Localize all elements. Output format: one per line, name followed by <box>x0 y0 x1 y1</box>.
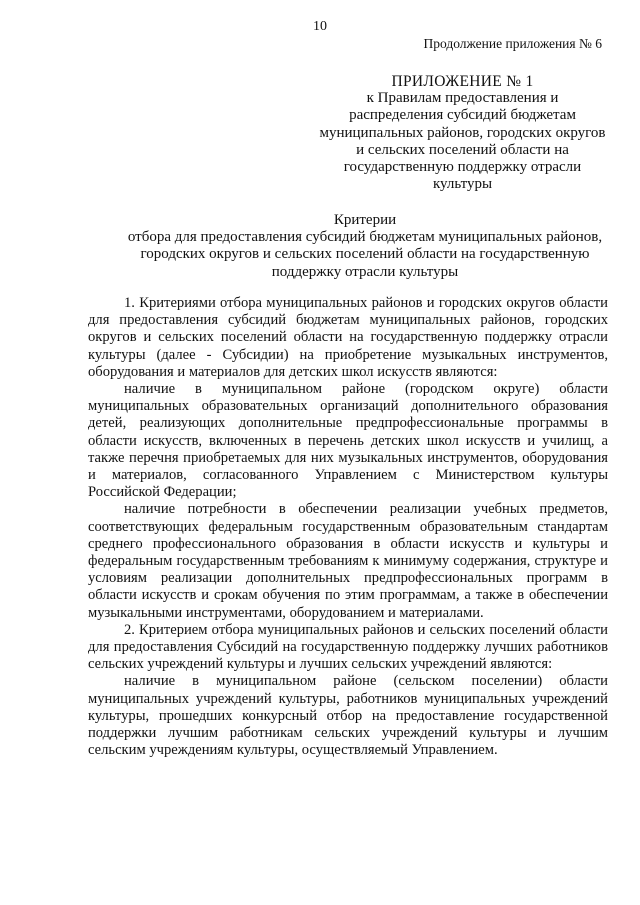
criteria-heading <box>110 212 620 281</box>
paragraph-criterion-2-item-1: наличие в муниципальном районе (сельском поселении) области муниципальных учреждений культуры, работников муниципальных учреждений культуры, прошедших конкурсный отбор на предоставление государственной поддержки лучшим работникам сельских учреждений культуры и лучшим сельским учреждениям культуры, осуществляемый Управлением. <box>88 673 608 759</box>
criteria-subtitle-line: отбора для предоставления субсидий бюджетам муниципальных районов, <box>127 229 603 246</box>
appendix-continuation-note: Продолжение приложения № 6 <box>423 36 602 51</box>
document-body <box>88 295 608 759</box>
paragraph-criterion-2: 2. Критерием отбора муниципальных районов и сельских поселений области для предоставления Субсидий на государственную поддержку лучших работников сельских учреждений культуры и лучших сельских учреждений являются: <box>88 621 608 673</box>
appendix-line: распределения субсидий бюджетам <box>349 107 576 124</box>
appendix-title: ПРИЛОЖЕНИЕ № 1 <box>391 73 534 90</box>
appendix-line: муниципальных районов, городских округов <box>319 124 606 141</box>
appendix-line: культуры <box>432 176 493 193</box>
criteria-subtitle-line: поддержку отрасли культуры <box>271 263 459 280</box>
page-number: 10 <box>313 19 327 34</box>
paragraph-criterion-1: 1. Критериями отбора муниципальных районов и городских округов области для предоставления субсидий бюджетам муниципальных районов, городских округов и сельских поселений области на государственную поддержку отрасли культуры (далее - Субсидии) на приобретение музыкальных инструментов, оборудования и материалов для детских школ искусств являются: <box>88 295 608 380</box>
criteria-subtitle-line: городских округов и сельских поселений области на государственную <box>140 246 590 263</box>
appendix-header <box>300 73 625 193</box>
appendix-line: к Правилам предоставления и <box>366 90 559 107</box>
paragraph-criterion-1-item-2: наличие потребности в обеспечении реализации учебных предметов, соответствующих федеральным государственным образовательным стандартам среднего профессионального образования в области искусств и культуры и федеральным государственным требованиям к минимуму содержания, структуре и условиям реализации дополнительных предпрофессиональных программ в области искусств и срокам обучения по этим программам, а также в обеспечении музыкальными инструментами, оборудованием и материалами. <box>88 501 608 621</box>
appendix-line: государственную поддержку отрасли <box>343 159 582 176</box>
paragraph-criterion-1-item-1: наличие в муниципальном районе (городском округе) области муниципальных образовательных организаций дополнительного образования детей, реализующих дополнительные предпрофессиональные программы в области искусств, включенных в перечень детских школ искусств и училищ, а также перечня приобретаемых для них музыкальных инструментов, оборудования и материалов, согласованного Управлением с Министерством культуры Российской Федерации; <box>88 381 608 501</box>
criteria-title: Критерии <box>333 212 397 228</box>
appendix-line: и сельских поселений области на <box>356 141 569 158</box>
